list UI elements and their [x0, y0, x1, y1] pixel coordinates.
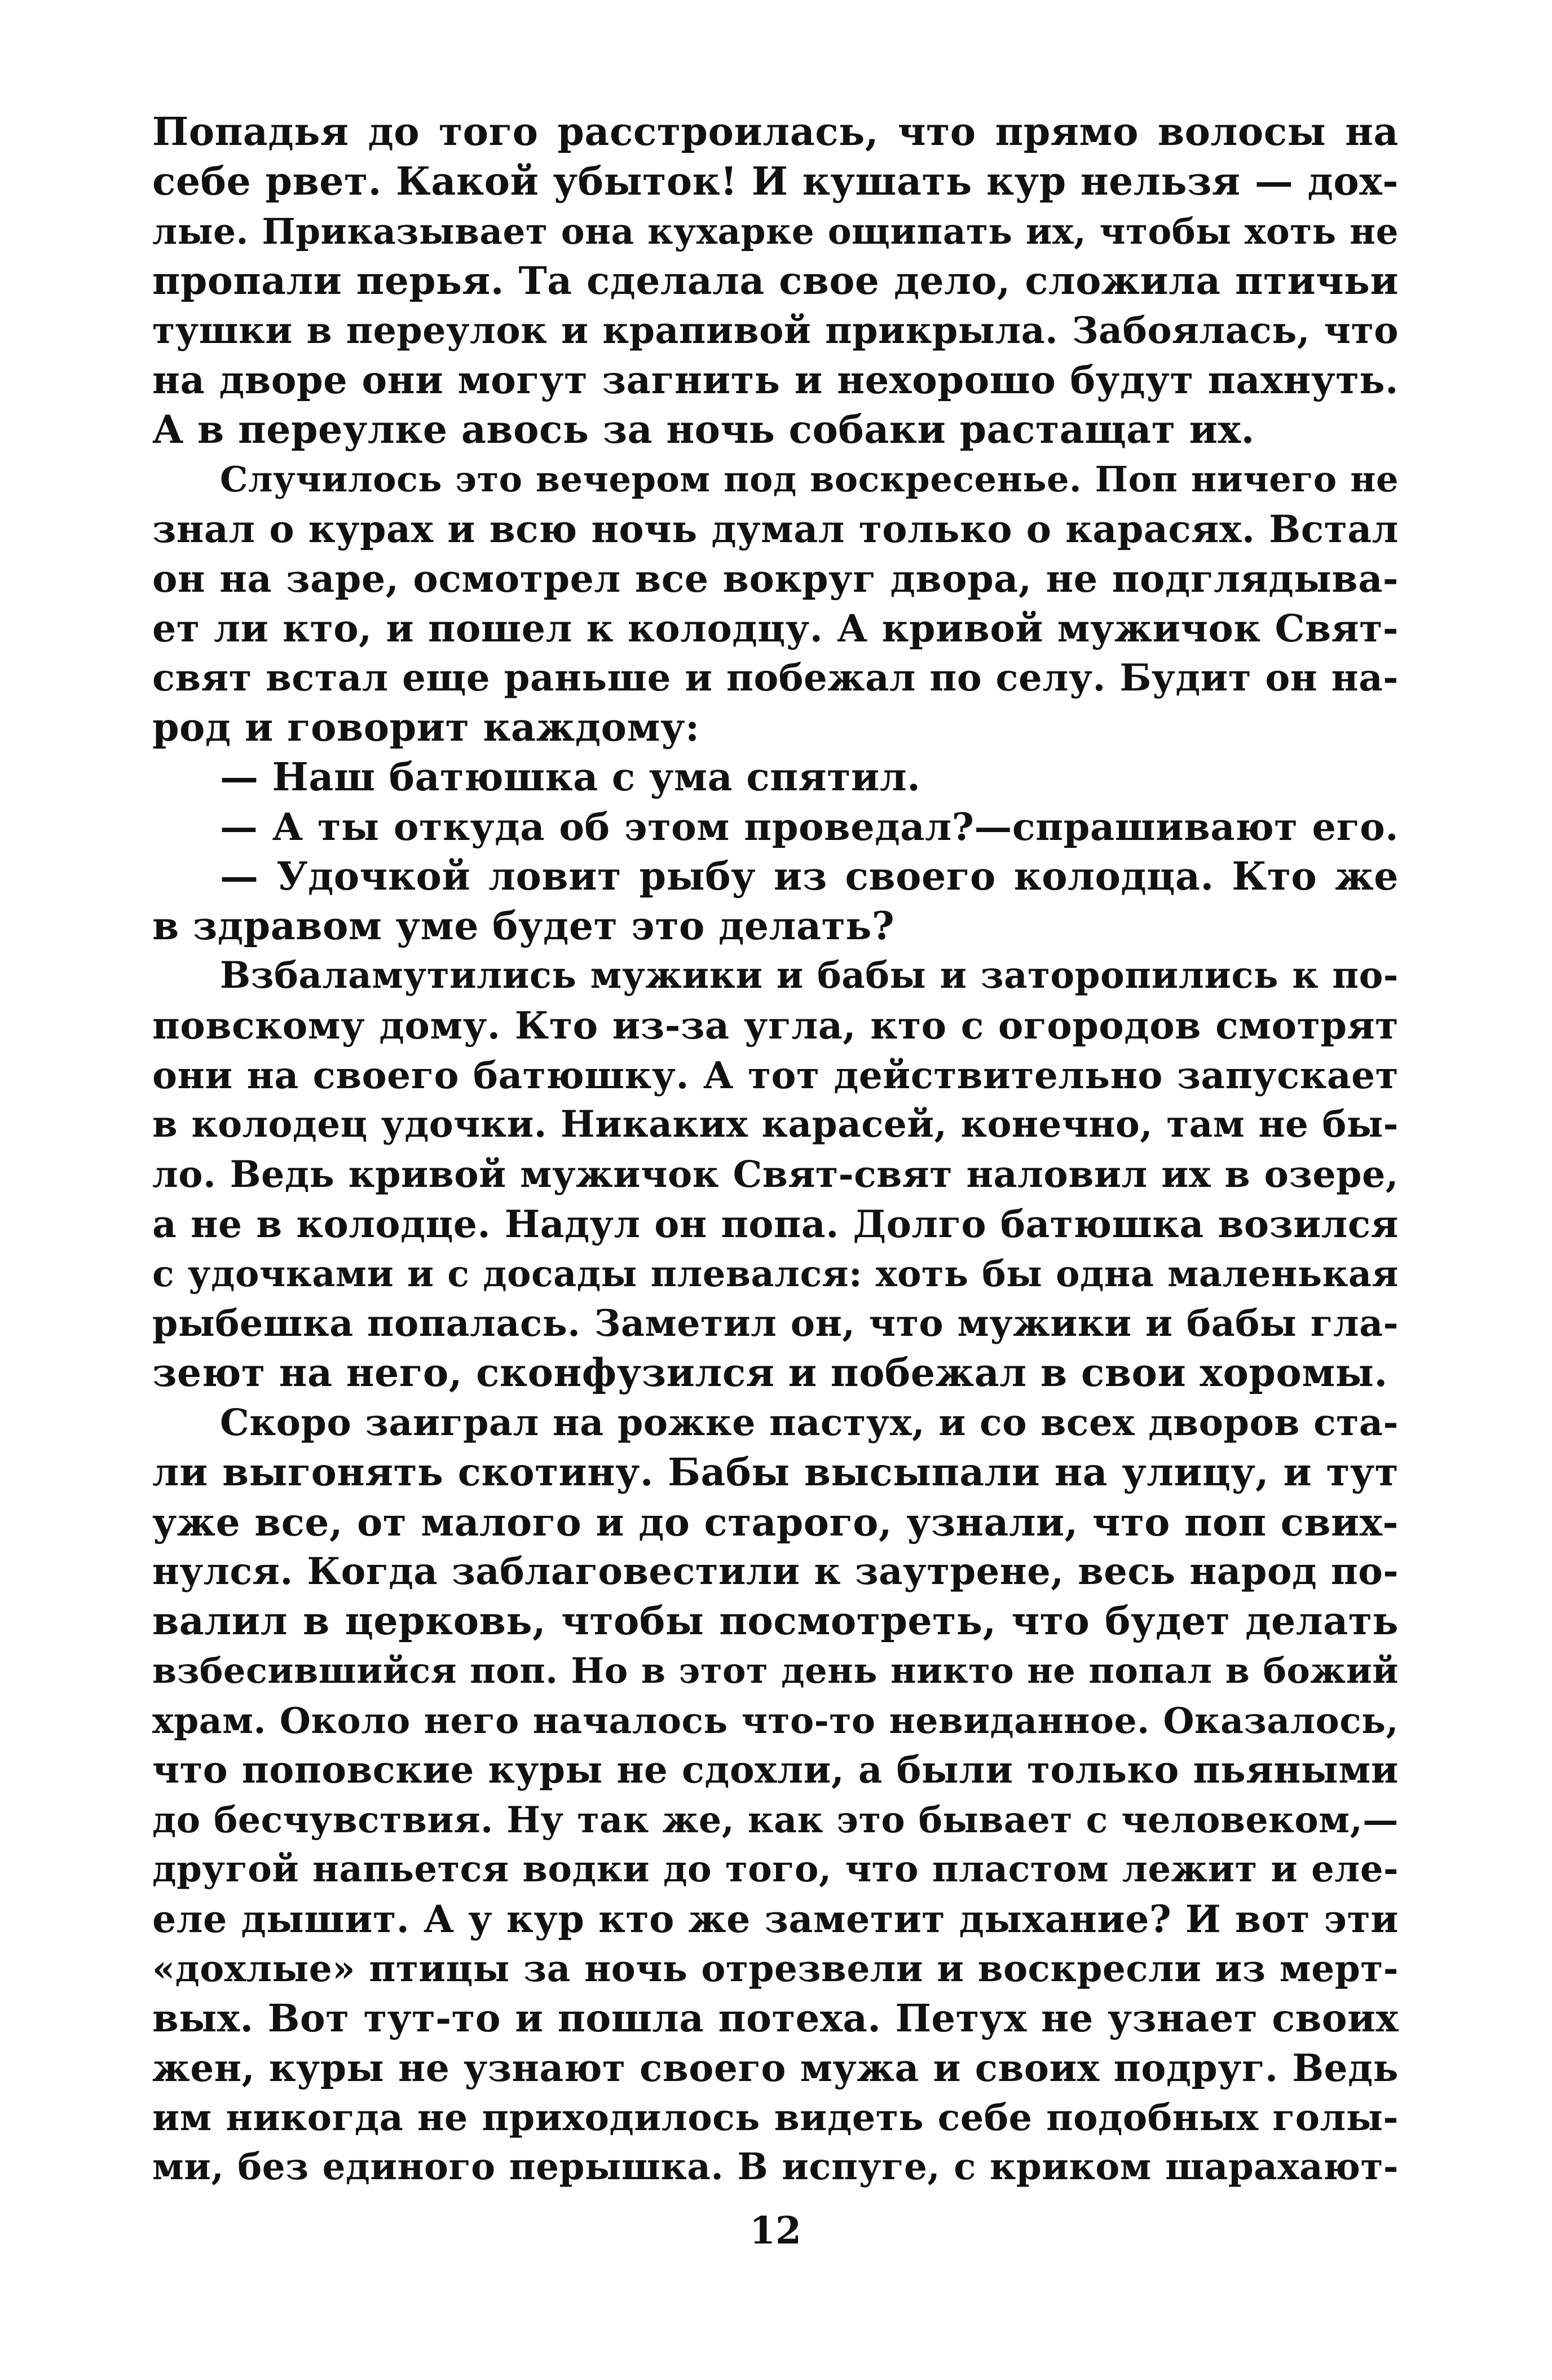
text-line: вых. Вот тут-то и пошла потеха. Петух не узнает своих: [152, 1996, 1399, 2040]
book-page: [152, 107, 1399, 2341]
text-line: до бесчувствия. Ну так же, как это бывает с человеком,—: [152, 1799, 1399, 1841]
text-line: пропали перья. Та сделала свое дело, сложила птичьи: [152, 258, 1399, 303]
text-line: род и говорит каждому:: [152, 705, 700, 750]
text-line: еле дышит. А у кур кто же заметит дыхание? И вот эти: [152, 1897, 1399, 1941]
text-line: в здравом уме будет это делать?: [152, 904, 895, 949]
text-line: рыбешка попалась. Заметил он, что мужики и бабы гла-: [152, 1302, 1399, 1345]
dialogue-line: — Наш батюшка с ума спятил.: [220, 755, 921, 800]
text-line: тушки в переулок и крапивой прикрыла. Забоялась, что: [152, 309, 1399, 352]
text-line: свят встал еще раньше и побежал по селу. Будит он на-: [152, 656, 1399, 700]
text-line: «дохлые» птицы за ночь отрезвели и воскресли из мерт-: [152, 1947, 1399, 1990]
text-line: с удочками и с досады плевался: хоть бы одна маленькая: [152, 1252, 1399, 1295]
text-line: жен, куры не узнают своего мужа и своих подруг. Ведь: [152, 2046, 1399, 2090]
page-number: 12: [749, 2209, 801, 2253]
paragraph-first-line: Взбаламутились мужики и бабы и заторопились к по-: [220, 954, 1399, 997]
dialogue-line: — А ты откуда об этом проведал?—спрашивают его.: [220, 804, 1399, 849]
text-line: им никогда не приходилось видеть себе подобных голы-: [152, 2096, 1399, 2139]
text-line: другой напьется водки до того, что пластом лежит и еле-: [152, 1848, 1399, 1890]
text-line: а не в колодце. Надул он попа. Долго батюшка возился: [152, 1202, 1399, 1246]
text-line: он на заре, осмотрел все вокруг двора, не подглядыва-: [152, 556, 1399, 601]
text-line: ло. Ведь кривой мужичок Свят-свят наловил их в озере,: [152, 1153, 1399, 1196]
text-line: лые. Приказывает она кухарке ощипать их, чтобы хоть не: [152, 210, 1399, 252]
paragraph-first-line: Случилось это вечером под воскресенье. Поп ничего не: [220, 459, 1399, 500]
text-line: валил в церковь, чтобы посмотреть, что будет делать: [152, 1599, 1399, 1644]
dialogue-line: — Удочкой ловит рыбу из своего колодца. Кто же: [220, 854, 1399, 899]
text-line: повскому дому. Кто из-за угла, кто с огородов смотрят: [152, 1003, 1399, 1048]
text-line: ми, без единого перышка. В испуге, с криком шарахают-: [152, 2146, 1399, 2188]
text-line: зеют на него, сконфузился и побежал в свои хоромы.: [152, 1350, 1388, 1396]
text-line: что поповские куры не сдохли, а были только пьяными: [152, 1748, 1399, 1792]
text-line: в колодец удочки. Никаких карасей, конечно, там не бы-: [152, 1103, 1399, 1146]
text-line: взбесившийся поп. Но в этот день никто не попал в божий: [152, 1650, 1399, 1691]
text-line: они на своего батюшку. А тот действительно запускает: [152, 1053, 1399, 1097]
text-line: ет ли кто, и пошел к колодцу. А кривой мужичок Свят-: [152, 606, 1399, 650]
text-line: на дворе они могут загнить и нехорошо будут пахнуть.: [152, 358, 1399, 402]
paragraph-first-line: Скоро заиграл на рожке пастух, и со всех дворов ста-: [220, 1401, 1399, 1444]
text-line: нулся. Когда заблаговестили к заутрене, весь народ по-: [152, 1550, 1399, 1593]
text-line: храм. Около него началось что-то невиданное. Оказалось,: [152, 1700, 1399, 1741]
text-line: ли выгонять скотину. Бабы высыпали на улицу, и тут: [152, 1450, 1399, 1494]
text-line: Попадья до того расстроилась, что прямо волосы на: [152, 109, 1399, 155]
text-line: уже все, от малого и до старого, узнали, что поп свих-: [152, 1499, 1399, 1545]
text-line: знал о курах и всю ночь думал только о карасях. Встал: [152, 507, 1399, 551]
text-line: себе рвет. Какой убыток! И кушать кур нельзя — дох-: [152, 159, 1399, 204]
text-line: А в переулке авось за ночь собаки растащат их.: [152, 407, 1255, 452]
